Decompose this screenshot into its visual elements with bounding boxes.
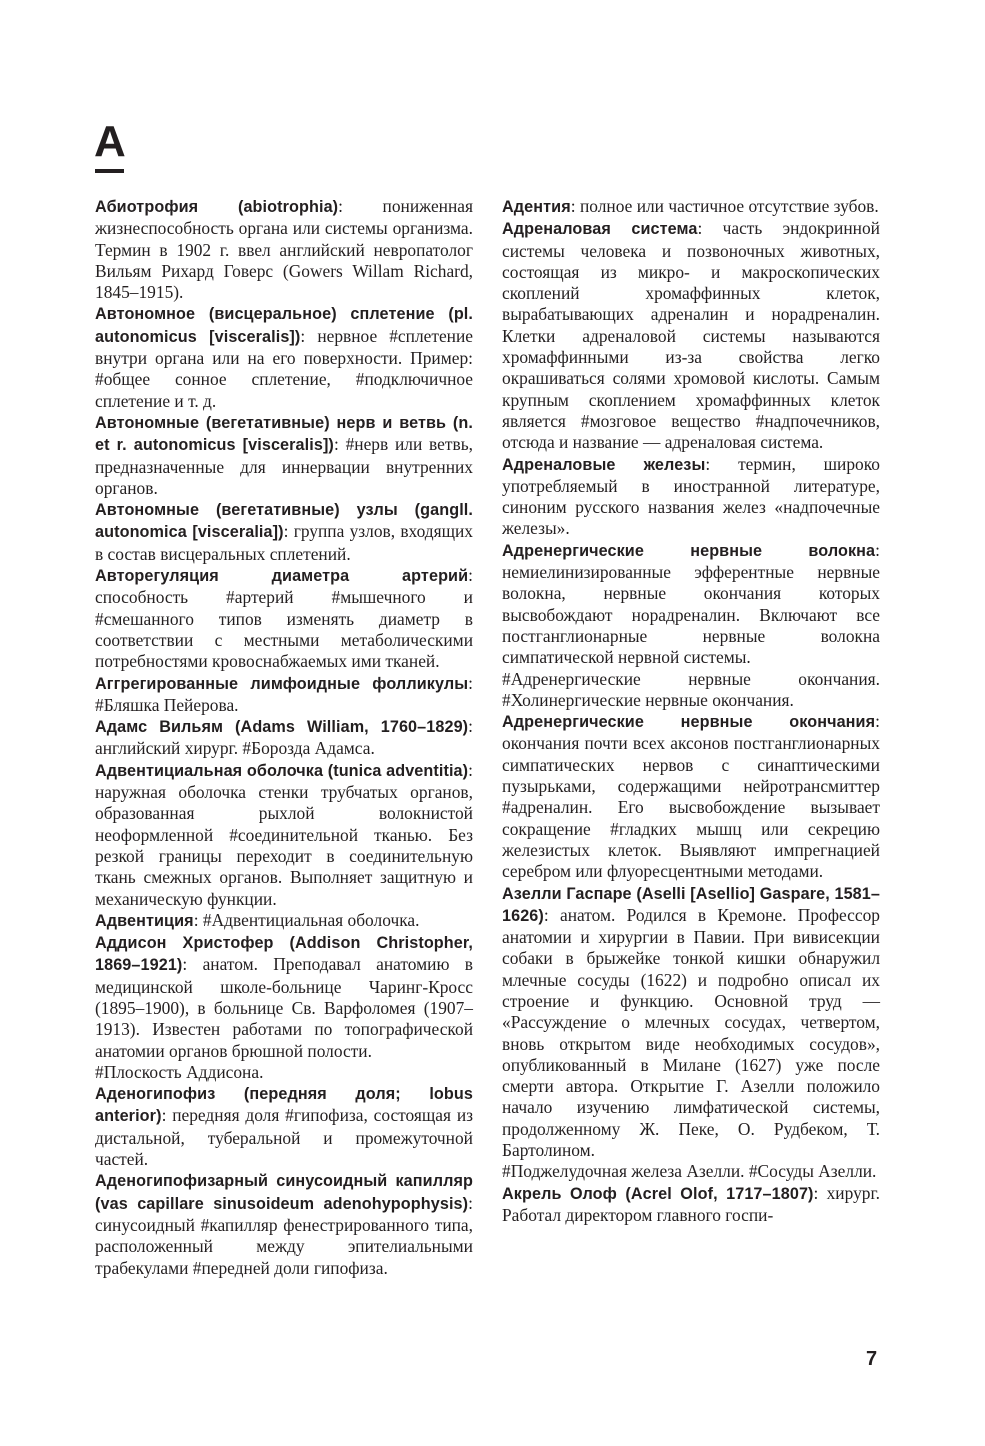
entry-definition: анатом. Преподавал анатомию в медицинской школе-больнице Чаринг-Кросс (1895–1900), в больнице Св. Варфоломея (1907–1913). Известен работами по топографической анатомии органов брюшной полости. [95,954,473,1061]
dictionary-entry: Адренергические нервные волокна: немиелинизированные эфферентные нервные волокна, нервные окончания которых высвобождают норадреналин. Включают все постганглионарные нервные волокна симпатической нервной системы. [502,539,880,668]
entry-term: Авторегуляция диаметра артерий [95,567,469,586]
entry-definition: хирург. Работал директором главного госпи- [502,1182,880,1225]
entry-definition: #Бляшка Пейерова. [95,694,239,715]
dictionary-entry: Автономное (висцеральное) сплетение (pl. autonomicus [visceralis]): нервное #сплетение внутри органа или на его поверхности. Пример: #общее сонное сплетение, #подключичное сплетение и т. д. [95,305,473,411]
entry-term: Азелли Гаспаре (Aselli [Asellio] Gaspare, 1581–1626) [502,884,880,925]
entry-definition: наружная оболочка стенки трубчатых органов, образованная рыхлой волокнистой неоформленной #соединительной тканью. Без резкой границы переходит в соединительную ткань смежных органов. Выполняет защитную и механическую функции. [95,782,473,909]
entry-definition: немиелинизированные эфферентные нервные волокна, нервные окончания которых высвобождают норадреналин. Включают все постганглионарные нервные волокна симпатической нервной системы. [502,562,880,668]
right-column [502,196,880,1226]
dictionary-entry: Адренергические нервные окончания: окончания почти всех аксонов постганглионарных симпатических нервов с синаптическими пузырьками, содержащими нейротрансмиттер #адреналин. Его высвобождение вызывает сокращение #гладких мышц или секрецию железистых клеток. Выявляют импрегнацией серебром или флуоресцентными методами. [502,711,880,882]
entry-term: Адамс Вильям (Adams William, 1760–1829) [95,718,469,737]
entry-term: Автономные (вегетативные) узлы (gangll. autonomica [visceralia]) [95,501,473,542]
entry-definition: синусоидный #капилляр фенестрированного типа, расположенный между эпителиальными трабекулами #передней доли гипофиза. [95,1214,473,1278]
dictionary-entry: Адвентициальная оболочка (tunica adventitia): наружная оболочка стенки трубчатых органов, образованная рыхлой волокнистой неоформленной #соединительной тканью. Без резкой границы переходит в соединительную ткань смежных органов. Выполняет защитную и механическую функции. [95,759,473,909]
dictionary-entry: Аггрегированные лимфоидные фолликулы: #Бляшка Пейерова. [95,672,473,715]
entry-term: Абиотрофия (abiotrophia) [95,198,339,216]
entry-cross-reference: #Адренергические нервные окончания. #Холинергические нервные окончания. [502,668,880,710]
dictionary-entry: Автономные (вегетативные) нерв и ветвь (n. et r. autonomicus [visceralis]): #нерв или ветвь, предназначенные для иннервации внутренних органов. [95,413,473,498]
section-letter-underline [95,169,124,173]
dictionary-entry: Абиотрофия (abiotrophia): пониженная жизнеспособность органа или системы организма. Термин в 1902 г. ввел английский невропатолог Вильям Рихард Говерс (Gowers Willam Richard, 1845–1915). [95,196,473,303]
entry-definition: анатом. Родился в Кремоне. Профессор анатомии и хирургии в Павии. При вивисекции собаки в брыжейке тонкой кишки обнаружил млечные сосуды (1622) и подробно описал их строение и функцию. Основной труд — «Рассуждение о млечных сосудах, четвертом, вновь открытом виде необходимых сосудов», опубликованный в Милане (1627) уже после смерти автора. Открытие Г. Азелли положило начало изучению лимфатической системы, продолженному Ж. Пеке, О. Рудбеком, Т. Бартолином. [502,904,880,1161]
dictionary-entry: Адреналовые железы: термин, широко употребляемый в иностранной литературе, синоним русского названия желез «надпочечные железы». [502,453,880,539]
entry-definition: нервное #сплетение внутри органа или на его поверхности. Пример: #общее сонное сплетение, #подключичное сплетение и т. д. [95,325,473,411]
entry-term: Аденогипофизарный синусоидный капилляр (vas capillare sinusoideum adenohypophysis) [95,1172,473,1213]
page-number: 7 [866,1348,878,1370]
entry-term: Адренергические нервные окончания [502,713,876,732]
entry-definition: окончания почти всех аксонов постганглионарных симпатических нервов с синаптическими пузырьками, содержащими нейротрансмиттер #адреналин. Его высвобождение вызывает сокращение #гладких мышц или секрецию железистых клеток. Выявляют импрегнацией серебром или флуоресцентными методами. [502,733,880,882]
dictionary-entry: Автономные (вегетативные) узлы (gangll. autonomica [visceralia]): группа узлов, входящих в состав висцеральных сплетений. [95,501,473,564]
entry-term: Адренергические нервные волокна [502,541,876,560]
entry-definition: способность #артерий #мышечного и #смешанного типов изменять диаметр в соответствии с местными метаболическими потребностями кровоснабжаемых ими тканей. [95,587,473,672]
entry-term: Автономные (вегетативные) нерв и ветвь (n. et r. autonomicus [visceralis]) [95,413,473,455]
dictionary-entry: Адамс Вильям (Adams William, 1760–1829): английский хирург. #Борозда Адамса. [95,716,473,759]
entry-definition: полное или частичное отсутствие зубов. [579,196,879,216]
entry-definition: термин, широко употребляемый в иностранной литературе, синоним русского названия желез «надпочечные железы». [502,453,880,539]
entry-term: Автономное (висцеральное) сплетение (pl. autonomicus [visceralis]) [95,305,473,346]
entry-term: Адреналовая система [502,220,698,239]
entry-term: Аггрегированные лимфоидные фолликулы [95,674,469,693]
entry-definition: английский хирург. #Борозда Адамса. [95,738,375,759]
entry-term: Аддисон Христофер (Addison Christopher, 1869–1921) [95,934,473,975]
dictionary-entry: Аденогипофизарный синусоидный капилляр (vas capillare sinusoideum adenohypophysis): синусоидный #капилляр фенестрированного типа, расположенный между эпителиальными трабекулами #передней доли гипофиза. [95,1172,473,1278]
entry-term: Адреналовые железы [502,455,706,474]
entry-definition: часть эндокринной системы человека и позвоночных животных, состоящая из микро- и макроскопических скоплений хромаффинных клеток, вырабатывающих адреналин и норадреналин. Клетки адреналовой системы называются хромаффинными из-за свойства легко окрашиваться солями хромовой кислоты. Самым крупным скоплением хромаффинных клеток является #мозговое вещество #надпочечников, отсюда и название — адреналовая система. [502,218,880,453]
entry-term: Адвентициальная оболочка (tunica adventitia) [95,761,469,780]
entry-definition: #Адвентициальная оболочка. [202,909,420,930]
entry-cross-reference: #Поджелудочная железа Азелли. #Сосуды Азелли. [502,1161,877,1182]
dictionary-entry: Акрель Олоф (Acrel Olof, 1717–1807): хирург. Работал директором главного госпи- [502,1182,880,1225]
dictionary-entry: Адреналовая система: часть эндокринной системы человека и позвоночных животных, состоящая из микро- и макроскопических скоплений хромаффинных клеток, вырабатывающих адреналин и норадреналин. Клетки адреналовой системы называются хромаффинными из-за свойства легко окрашиваться солями хромовой кислоты. Самым крупным скоплением хромаффинных клеток является #мозговое вещество #надпочечников, отсюда и название — адреналовая система. [502,218,880,453]
dictionary-entry: Аденогипофиз (передняя доля; lobus anterior): передняя доля #гипофиза, состоящая из дистальной, туберальной и промежуточной частей. [95,1085,473,1170]
entry-definition: пониженная жизнеспособность органа или системы организма. Термин в 1902 г. ввел английский невропатолог Вильям Рихард Говерс (Gowers Willam Richard, 1845–1915). [95,196,473,303]
entry-term: Акрель Олоф (Acrel Olof, 1717–1807) [502,1184,814,1203]
entry-cross-reference: #Плоскость Аддисона. [95,1061,264,1082]
entry-definition: #нерв или ветвь, предназначенные для иннервации внутренних органов. [95,434,473,498]
dictionary-entry: Авторегуляция диаметра артерий: способность #артерий #мышечного и #смешанного типов изменять диаметр в соответствии с местными метаболическими потребностями кровоснабжаемых ими тканей. [95,565,473,672]
dictionary-entry: Аддисон Христофер (Addison Christopher, 1869–1921): анатом. Преподавал анатомию в медицинской школе-больнице Чаринг-Кросс (1895–1900), в больнице Св. Варфоломея (1907–1913). Известен работами по топографической анатомии органов брюшной полости. [95,934,473,1061]
left-column [95,196,473,1279]
dictionary-entry: Азелли Гаспаре (Aselli [Asellio] Gaspare, 1581–1626): анатом. Родился в Кремоне. Профессор анатомии и хирургии в Павии. При вивисекции собаки в брыжейке тонкой кишки обнаружил млечные сосуды (1622) и подробно описал их строение и функцию. Основной труд — «Рассуждение о млечных сосудах, четвертом, вновь открытом виде необходимых сосудов», опубликованный в Милане (1627) уже после смерти автора. Открытие Г. Азелли положило начало изучению лимфатической системы, продолженному Ж. Пеке, О. Рудбеком, Т. Бартолином. [502,884,880,1161]
entry-definition: группа узлов, входящих в состав висцеральных сплетений. [95,521,473,564]
entry-term: Аденогипофиз (передняя доля; lobus anterior) [95,1085,473,1126]
entry-term: Адентия [502,198,571,216]
section-letter-heading: А [94,117,126,166]
dictionary-entry: Адвентиция: #Адвентициальная оболочка. [95,909,420,930]
dictionary-entry: Адентия: полное или частичное отсутствие зубов. [502,196,879,216]
entry-term: Адвентиция [95,911,194,930]
entry-definition: передняя доля #гипофиза, состоящая из дистальной, туберальной и промежуточной частей. [95,1105,473,1170]
